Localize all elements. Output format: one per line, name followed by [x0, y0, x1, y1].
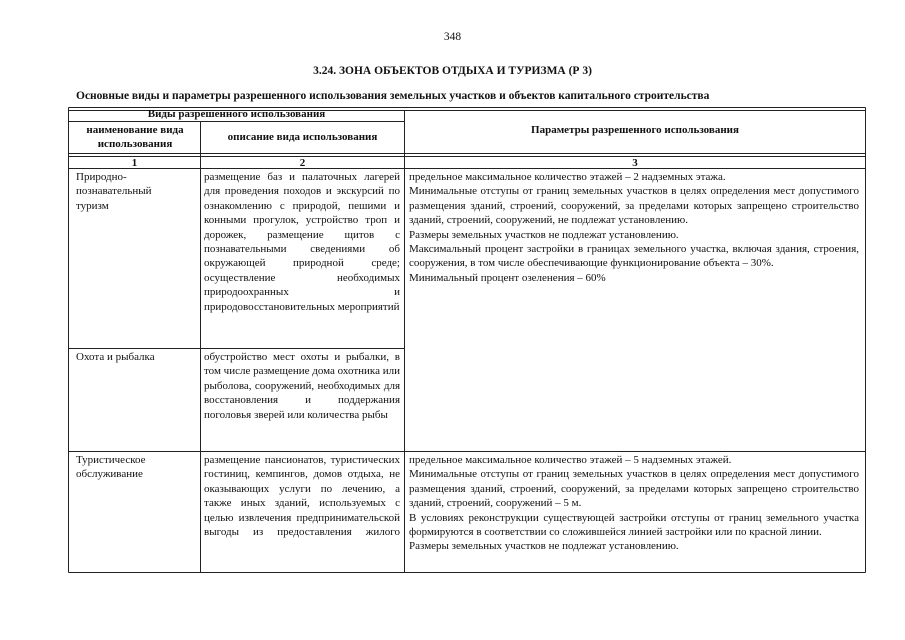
params-group-2	[409, 453, 859, 554]
row-1-description: размещение баз и палаточных лагерей для проведения походов и экскурсий по ознакомлению с природой, пешими и конными прогулок, устройство троп и дорожек, размещение щитов с познавательными сведениями об окружающей природной среде; осуществление необходимых природоохранных и природовосстановительных мероприятий	[204, 171, 400, 313]
row-2-description: обустройство мест охоты и рыбалки, в том числе размещение дома охотника или рыболова, сооружений, необходимых для восстановления и поддержания поголовья зверей или количества рыбы	[204, 351, 400, 421]
param-plot-sizes: Размеры земельных участков не подлежат установлению.	[409, 228, 679, 241]
param-min-setbacks: Минимальные отступы от границ земельных участков в целях определения мест допустимого размещения зданий, строений, сооружений, за пределами которых запрещено строительство зданий, строений, сооружений – 5 м.	[409, 468, 859, 510]
col-number-3: 3	[632, 157, 638, 169]
page-number: 348	[443, 31, 462, 43]
param-plot-sizes: Размеры земельных участков не подлежат установлению.	[409, 540, 679, 553]
row-1-name: Природно-познавательный туризм	[76, 171, 152, 212]
col-number-1: 1	[131, 157, 138, 169]
col3-header: Параметры разрешенного использования	[531, 124, 739, 136]
params-group-1	[409, 170, 859, 285]
row-3-name: Туристическое обслуживание	[76, 454, 146, 481]
row-3-description: размещение пансионатов, туристических гостиниц, кемпингов, домов отдыха, не оказывающих услуги по лечению, а также иных зданий, используемых с целью извлечения предпринимательской выгоды из предоставления жилого	[204, 454, 400, 539]
param-max-floors: предельное максимальное количество этажей – 5 надземных этажей.	[409, 454, 732, 466]
table-caption: Основные виды и параметры разрешенного использования земельных участков и объектов капитального строительства	[76, 90, 710, 102]
param-reconstruction: В условиях реконструкции существующей застройки отступы от границ земельного участка формируются в соответствии со сложившейся линией застройки или по красной линии.	[409, 511, 859, 539]
col-number-2: 2	[299, 157, 306, 169]
col2-header: описание вида использования	[227, 131, 378, 143]
section-title: 3.24. ЗОНА ОБЪЕКТОВ ОТДЫХА И ТУРИЗМА (Р 3)	[313, 65, 592, 77]
param-min-greening: Минимальный процент озеленения – 60%	[409, 271, 606, 284]
group-header: Виды разрешенного использования	[147, 108, 326, 120]
row-2-name: Охота и рыбалка	[76, 351, 155, 363]
param-min-setbacks: Минимальные отступы от границ земельных участков в целях определения мест допустимого размещения зданий, строений, сооружений, за пределами которых запрещено строительство зданий, строений, сооружений, не подлежат установлению.	[409, 185, 859, 227]
col1-header: наименование вида использования	[86, 124, 184, 150]
param-max-coverage: Максимальный процент застройки в границах земельного участка, включая здания, строения, сооружения, в том числе обеспечивающие функционирование объекта – 30%.	[409, 243, 859, 270]
param-max-floors: предельное максимальное количество этажей – 2 надземных этажа.	[409, 171, 726, 183]
